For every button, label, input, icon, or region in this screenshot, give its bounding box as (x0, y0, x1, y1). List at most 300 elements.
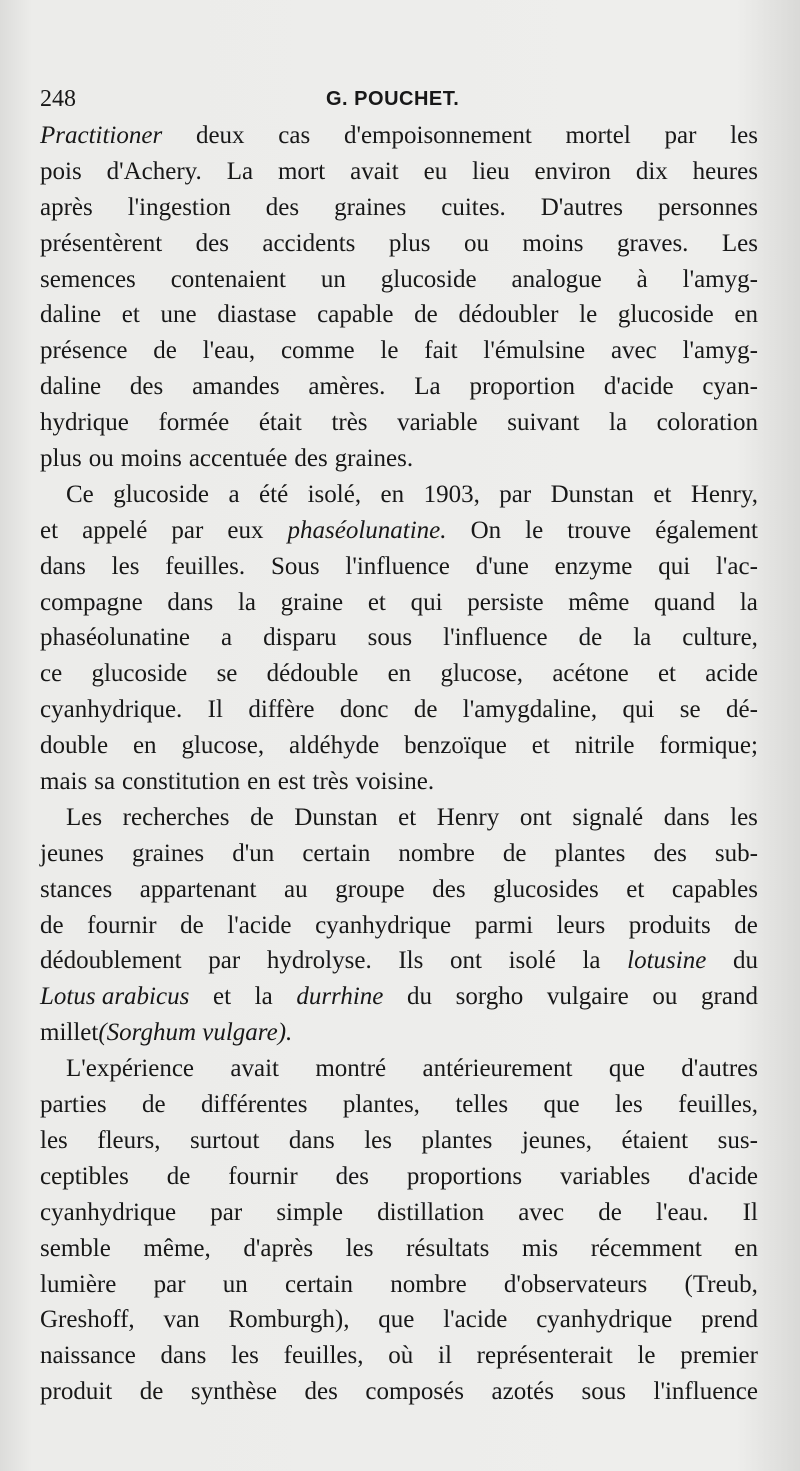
text-line (40, 441, 758, 477)
word: que (543, 1091, 580, 1119)
word: de (413, 696, 438, 724)
word: qui (622, 696, 655, 724)
word: accidents (262, 229, 356, 257)
word: les (40, 1126, 68, 1154)
word: mis (522, 1234, 559, 1262)
word: fournir (87, 911, 157, 939)
word: au (284, 875, 308, 903)
word: pois (40, 157, 82, 185)
word: est (277, 768, 306, 796)
word: accentuée (188, 445, 288, 473)
text-line (40, 1231, 758, 1267)
word: glucoside (91, 660, 188, 688)
word: se (216, 660, 238, 688)
text-line (40, 728, 758, 764)
word: moins (522, 229, 584, 257)
word: mort (277, 157, 326, 185)
page-number: 248 (40, 86, 76, 112)
text-line (40, 1087, 758, 1123)
word: des (129, 373, 164, 401)
word: phaséolunatine (40, 624, 190, 652)
word: fleurs, (97, 1126, 161, 1154)
word: des (335, 1162, 369, 1190)
word: la (609, 409, 628, 437)
word: dédouble (266, 660, 359, 688)
word: d'observateurs (503, 1270, 648, 1298)
word: sorgho (455, 983, 524, 1011)
text-line (40, 154, 758, 190)
word: prend (701, 1306, 758, 1334)
word: l'influence (653, 1378, 758, 1406)
word: graves. (616, 229, 689, 257)
word: culture, (682, 624, 758, 652)
word: dans (160, 1342, 207, 1370)
word: voisine. (355, 768, 435, 796)
word: le (579, 301, 598, 329)
word: l'eau, (202, 337, 256, 365)
word: eux (227, 516, 264, 544)
word: aldéhyde (289, 732, 380, 760)
word: de (153, 337, 177, 365)
word: après (40, 193, 93, 221)
italic-word: Practitioner (40, 122, 163, 149)
word: certain (302, 839, 371, 867)
word: d'Achery. (106, 157, 202, 185)
word: glucose, (181, 732, 265, 760)
word: certain (285, 1270, 354, 1298)
word: Greshoff, (40, 1306, 135, 1334)
text-line (40, 1195, 758, 1231)
word: très (312, 768, 349, 796)
word: parties (40, 1091, 107, 1119)
word: présence (40, 337, 128, 365)
word: récemment (590, 1234, 702, 1262)
word: la (237, 588, 256, 616)
text-line (40, 190, 758, 226)
word: même (568, 588, 630, 616)
text-line (40, 656, 758, 692)
word: de (40, 911, 64, 939)
word: et (531, 732, 550, 760)
word: personnes (657, 193, 758, 221)
word: de (414, 301, 438, 329)
word: étaient (621, 1126, 689, 1154)
word: graines (131, 839, 205, 867)
word: vulgaire (546, 983, 629, 1011)
text-line (40, 262, 758, 298)
word: nombre (398, 839, 475, 867)
word: et (121, 301, 140, 329)
word: plus (388, 229, 431, 257)
word: graines. (334, 445, 414, 473)
word: un (222, 1270, 248, 1298)
word: du (732, 947, 758, 975)
word: surtout (189, 1126, 260, 1154)
word: même, (143, 1234, 211, 1262)
word: des (195, 229, 229, 257)
word: qui (410, 588, 443, 616)
word: et (398, 803, 417, 831)
word: et (626, 875, 645, 903)
word: acétone (552, 660, 629, 688)
word: telles (455, 1091, 509, 1119)
word: des (432, 875, 466, 903)
word: l'émulsine (483, 337, 586, 365)
word: d'empoisonnement (343, 122, 532, 149)
word: jeunes (40, 839, 104, 867)
word: des (304, 1378, 338, 1406)
text-line (40, 513, 758, 549)
word: semble (40, 1234, 111, 1262)
word: avait (350, 157, 399, 185)
word: signalé (572, 803, 644, 831)
word: Henry (436, 803, 500, 831)
word: d'une (475, 552, 529, 580)
word: de (166, 1162, 191, 1190)
word: plantes, (342, 1091, 420, 1119)
word: sub- (714, 839, 758, 867)
word: que (608, 1055, 645, 1083)
text-line (40, 297, 758, 333)
word: coloration (656, 409, 758, 437)
word: plantes (421, 1126, 493, 1154)
word: Dunstan (550, 480, 634, 508)
word: ceptibles (40, 1162, 129, 1190)
word: diffère (248, 696, 315, 724)
word: distillation (377, 1198, 485, 1226)
word: isolé, (307, 480, 362, 508)
word: plus (40, 445, 82, 473)
word: la (254, 983, 273, 1011)
word: fait (424, 337, 458, 365)
word: antérieurement (422, 1055, 573, 1083)
word: et (657, 660, 676, 688)
word: amères. (308, 373, 386, 401)
word: les (345, 1234, 374, 1262)
word: hydrolyse. (266, 947, 372, 975)
word: et (367, 588, 386, 616)
italic-word: lotusine (627, 947, 707, 975)
word: L'expérience (66, 1055, 195, 1083)
word: l'acide (227, 911, 292, 939)
italic-word: phaséolunatine. (287, 516, 447, 544)
body-text (40, 118, 758, 1410)
text-line (40, 585, 758, 621)
text-line (40, 405, 758, 441)
word: l'eau. (656, 1198, 709, 1226)
paragraph (40, 800, 758, 1051)
word: montré (315, 1055, 387, 1083)
word: ou (463, 229, 489, 257)
word: les (730, 803, 758, 831)
word: glucosides (493, 875, 599, 903)
word: produits (628, 911, 711, 939)
word: Il (742, 1198, 758, 1226)
text-line (40, 943, 758, 979)
word: mais (40, 768, 88, 796)
word: l'influence (345, 552, 450, 580)
word: formique; (659, 732, 758, 760)
word: que (378, 1306, 415, 1334)
word: de (734, 911, 758, 939)
word: il (438, 1342, 452, 1370)
word: trouve (567, 516, 632, 544)
word: nitrile (574, 732, 635, 760)
word: l'amygdaline, (462, 696, 598, 724)
word: isolé (508, 947, 556, 975)
word: d'acide (603, 373, 674, 401)
word: des (294, 445, 328, 473)
word: sa (94, 768, 116, 796)
word: groupe (335, 875, 405, 903)
word: Sous (270, 552, 320, 580)
text-line (40, 477, 758, 513)
word: dans (40, 552, 86, 580)
word: feuilles, (283, 1342, 364, 1370)
word: double (40, 732, 109, 760)
word: en (380, 480, 405, 508)
word: mortel (565, 122, 631, 149)
word: graines (334, 193, 407, 221)
word: Dunstan (294, 803, 378, 831)
word: hydrique (40, 409, 129, 437)
word: qui (658, 552, 691, 580)
word: graine (280, 588, 344, 616)
word: la (633, 624, 652, 652)
word: Les (721, 229, 758, 257)
word: Les (66, 803, 103, 831)
word: par (664, 122, 697, 149)
word: cyanhydrique (536, 1306, 673, 1334)
word: recherches (122, 803, 230, 831)
word: persiste (467, 588, 544, 616)
word: les (730, 122, 758, 149)
word: ou (88, 445, 114, 473)
word: ce (40, 660, 63, 688)
word: les (231, 1342, 259, 1370)
word: diastase (217, 301, 297, 329)
word: par (210, 1198, 243, 1226)
word: l'acide (443, 1306, 508, 1334)
word: l'ingestion (127, 193, 231, 221)
word: stances (40, 875, 113, 903)
word: van (163, 1306, 200, 1334)
word: et (653, 480, 672, 508)
word: les (111, 552, 140, 580)
word: une (160, 301, 197, 329)
word: Ce (66, 480, 94, 508)
word: Il (207, 696, 223, 724)
word: a (228, 480, 240, 508)
word: l'amyg- (682, 337, 758, 365)
word: Romburgh), (228, 1306, 350, 1334)
word: analogue (511, 265, 602, 293)
word: La (226, 157, 254, 185)
word: par (208, 947, 241, 975)
word: compagne (40, 588, 143, 616)
word: également (655, 516, 758, 544)
word: avec (518, 1198, 565, 1226)
text-line (40, 908, 758, 944)
word: glucose, (440, 660, 524, 688)
word: d'après (243, 1234, 314, 1262)
word: plantes (554, 839, 626, 867)
word: lumière (40, 1270, 117, 1298)
text-line (40, 836, 758, 872)
word: formée (158, 409, 230, 437)
word: glucoside (113, 480, 210, 508)
word: composés (365, 1378, 464, 1406)
word: en (387, 660, 412, 688)
word: Ils (398, 947, 424, 975)
word: été (259, 480, 289, 508)
word: deux (195, 122, 245, 149)
text-line (40, 369, 758, 405)
word: dédoublement (40, 947, 182, 975)
word: feuilles. (165, 552, 246, 580)
word: sous (367, 624, 413, 652)
running-head (40, 78, 758, 118)
word: constitution (122, 768, 241, 796)
word: La (414, 373, 441, 401)
word: moins (120, 445, 182, 473)
word: suivant (507, 409, 580, 437)
word: cas (278, 122, 311, 149)
word: l'ac- (715, 552, 758, 580)
word: naissance (40, 1342, 136, 1370)
paragraph (40, 477, 758, 800)
text-line (40, 118, 758, 154)
word: différentes (201, 1091, 308, 1119)
word: par (499, 480, 532, 508)
word: dé- (725, 696, 758, 724)
word: disparu (263, 624, 337, 652)
word: de (250, 803, 274, 831)
word: d'un (232, 839, 275, 867)
word: premier (680, 1342, 758, 1370)
word: glucoside (617, 301, 714, 329)
word: dans (167, 588, 214, 616)
word: feuilles, (678, 1091, 758, 1119)
word: comme (280, 337, 355, 365)
word: de (502, 839, 527, 867)
word: ont (449, 947, 482, 975)
word: contenaient (170, 265, 286, 293)
word: grand (701, 983, 758, 1011)
word: proportions (406, 1162, 523, 1190)
word: de (180, 911, 204, 939)
word: azotés (491, 1378, 554, 1406)
word: avec (610, 337, 657, 365)
word: appelé (82, 516, 148, 544)
italic-word: (Sorghum vulgare). (98, 1019, 293, 1047)
word: daline (40, 301, 102, 329)
word: semences (40, 265, 136, 293)
text-line (40, 1015, 758, 1051)
word: et (212, 983, 232, 1011)
word: millet (40, 1019, 99, 1047)
word: les (614, 1091, 643, 1119)
word: (Treub, (684, 1270, 758, 1298)
word: de (578, 624, 603, 652)
word: d'autres (681, 1055, 758, 1083)
word: la (582, 947, 601, 975)
word: de (139, 1378, 164, 1406)
text-line (40, 872, 758, 908)
text-line (40, 1123, 758, 1159)
word: un (320, 265, 346, 293)
word: résultats (406, 1234, 490, 1262)
word: des (653, 839, 687, 867)
word: ou (652, 983, 678, 1011)
italic-word: Lotus arabicus (40, 983, 190, 1011)
word: On (470, 516, 502, 544)
word: benzoïque (404, 732, 507, 760)
text-line (40, 226, 758, 262)
text-line (40, 764, 758, 800)
text-line (40, 549, 758, 585)
word: eu (423, 157, 448, 185)
word: en (734, 301, 758, 329)
text-line (40, 333, 758, 369)
word: en (734, 1234, 758, 1262)
word: cyanhydrique (315, 911, 452, 939)
word: dix (635, 157, 668, 185)
running-title: G. POUCHET. (326, 88, 460, 110)
text-line (40, 979, 758, 1015)
word: simple (276, 1198, 343, 1226)
word: se (679, 696, 701, 724)
word: capables (671, 875, 758, 903)
word: jeunes, (521, 1126, 592, 1154)
text-line (40, 1051, 758, 1087)
word: avait (230, 1055, 279, 1083)
word: donc (339, 696, 389, 724)
word: variable (397, 409, 478, 437)
word: Henry, (690, 480, 758, 508)
word: représenterait (476, 1342, 613, 1370)
word: cyan- (702, 373, 758, 401)
word: daline (40, 373, 102, 401)
word: l'amyg- (682, 265, 758, 293)
word: le (637, 1342, 656, 1370)
word: de (142, 1091, 166, 1119)
word: était (258, 409, 302, 437)
word: 1903, (423, 480, 480, 508)
word: cyanhydrique. (40, 696, 183, 724)
paragraph (40, 118, 758, 477)
word: et (40, 516, 59, 544)
word: synthèse (190, 1378, 277, 1406)
word: à (636, 265, 648, 293)
text-line (40, 800, 758, 836)
word: présentèrent (40, 229, 163, 257)
word: capable (317, 301, 394, 329)
word: a (220, 624, 233, 652)
word: nombre (390, 1270, 467, 1298)
word: leurs (556, 911, 606, 939)
word: proportion (469, 373, 575, 401)
word: sous (581, 1378, 626, 1406)
word: où (388, 1342, 414, 1370)
word: heures (692, 157, 758, 185)
word: très (331, 409, 368, 437)
word: parmi (474, 911, 534, 939)
word: environ (534, 157, 611, 185)
word: ont (519, 803, 552, 831)
word: la (739, 588, 758, 616)
word: sus- (717, 1126, 758, 1154)
